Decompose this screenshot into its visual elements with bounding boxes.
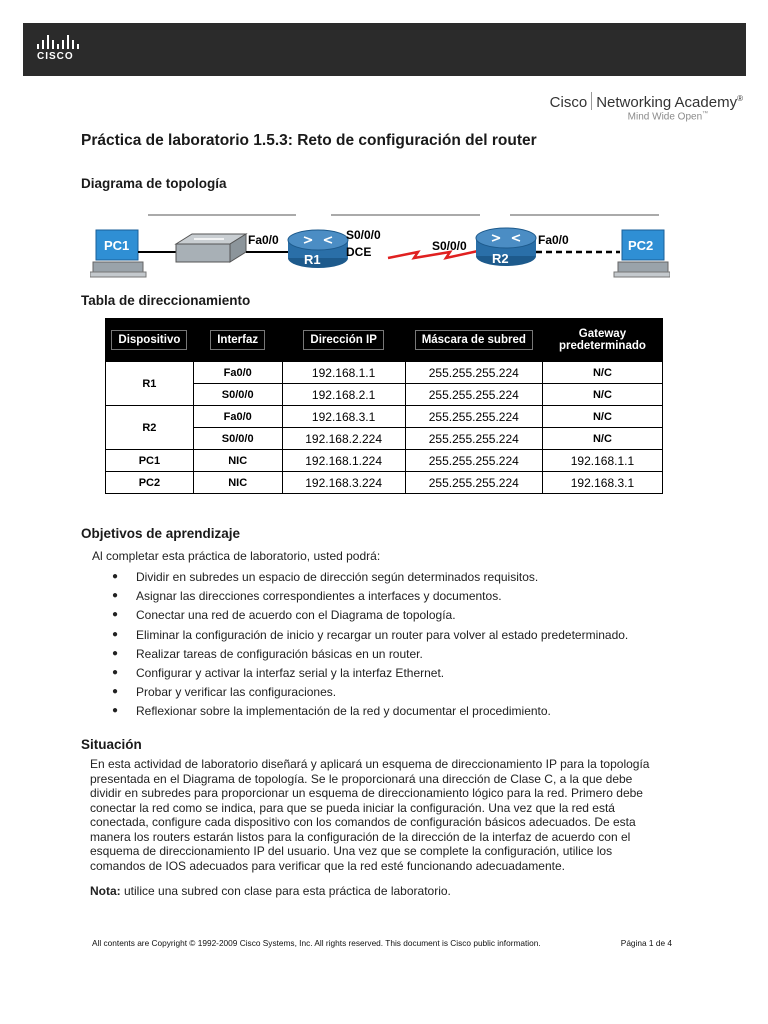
cell-ip: 192.168.1.224 [282, 450, 405, 472]
pc1-icon [90, 230, 146, 277]
cell-gateway: N/C [542, 428, 662, 450]
table-row [106, 362, 663, 384]
switch-icon [176, 234, 246, 262]
bullet-icon: ● [112, 571, 119, 582]
note-text: utilice una subred con clase para esta práctica de laboratorio. [120, 884, 451, 898]
bullet-icon: ● [112, 628, 119, 640]
r2-label: R2 [492, 251, 509, 266]
cell-interface: NIC [193, 450, 282, 472]
list-item: ● Probar y verificar las configuraciones. [112, 685, 337, 700]
footer-page-number: Página 1 de 4 [620, 938, 672, 948]
footer-copyright: All contents are Copyright © 1992-2009 Cisco Systems, Inc. All rights reserved. This document is Cisco public information. [92, 938, 541, 948]
list-item: ● Asignar las direcciones correspondientes a interfaces y documentos. [112, 589, 502, 604]
col-header-ip: Dirección IP [282, 319, 405, 362]
cell-interface: S0/0/0 [193, 428, 282, 450]
col-header-device: Dispositivo [106, 319, 194, 362]
cisco-logo-word: CISCO [37, 51, 74, 62]
cell-ip: 192.168.2.224 [282, 428, 405, 450]
cell-device: R1 [106, 362, 194, 406]
table-row [106, 450, 663, 472]
cell-ip: 192.168.1.1 [282, 362, 405, 384]
list-item: ● Realizar tareas de configuración básicas en un router. [112, 646, 423, 661]
r1-serial-label: S0/0/0 [346, 228, 381, 242]
cell-device: PC2 [106, 472, 194, 494]
academy-tagline: Mind Wide Open [627, 111, 703, 123]
cell-interface: S0/0/0 [193, 384, 282, 406]
pc2-icon [614, 230, 670, 277]
academy-tm-mark: ™ [702, 111, 709, 117]
cell-mask: 255.255.255.224 [405, 384, 542, 406]
topology-diagram [90, 206, 670, 281]
scenario-note [90, 884, 451, 898]
col-header-interface: Interfaz [193, 319, 282, 362]
header-bar [23, 23, 746, 76]
cisco-bars-icon [37, 35, 89, 49]
bullet-icon: ● [112, 705, 119, 717]
scenario-paragraph: En esta actividad de laboratorio diseñará y aplicará un esquema de direccionamiento IP para la topología presentada en el Diagrama de topología. Se le proporcionará una dirección de Clase C, a la que debe dividir en subredes para proporcionar un esquema de direccionamiento lógico para la red. Primero debe conectar la red como se indica, para que se pueda iniciar la configuración. Una vez que la red está conectada, configure cada dispositivo con los comandos de configuración básicos adecuados. De esta manera los routers estarán listos para la configuración de la dirección de la interfaz de acuerdo con el esquema de direccionamiento IP del usuario. Una vez que se complete la configuración, utilice los comandos de IOS adecuados para verificar que la red esté funcionando adecuadamente. [90, 757, 650, 873]
cell-device: R2 [106, 406, 194, 450]
table-row [106, 472, 663, 494]
pc1-label: PC1 [104, 238, 130, 253]
list-item: ● Eliminar la configuración de inicio y recargar un router para volver al estado predeterminado. [112, 627, 629, 642]
cell-gateway: N/C [542, 362, 662, 384]
cell-interface: NIC [193, 472, 282, 494]
objectives-intro: Al completar esta práctica de laboratorio, usted podrá: [92, 549, 381, 563]
bullet-icon: ● [112, 666, 119, 678]
list-item: ● Reflexionar sobre la implementación de la red y documentar el procedimiento. [112, 704, 551, 719]
cell-interface: Fa0/0 [193, 406, 282, 428]
networking-academy-logo [550, 92, 743, 122]
cell-gateway: N/C [542, 384, 662, 406]
page-footer [92, 938, 672, 948]
topology-heading: Diagrama de topología [81, 176, 227, 191]
cell-device: PC1 [106, 450, 194, 472]
addressing-table [105, 318, 663, 494]
r2-fa-label: Fa0/0 [538, 233, 569, 247]
cell-gateway: 192.168.3.1 [542, 472, 662, 494]
objectives-heading: Objetivos de aprendizaje [81, 526, 241, 541]
cisco-logo [37, 35, 89, 65]
list-item: ● Dividir en subredes un espacio de dirección según determinados requisitos. [112, 570, 539, 584]
table-row [106, 406, 663, 428]
r1-label: R1 [304, 252, 321, 267]
table-header-row [106, 319, 663, 362]
router-r1-icon [288, 230, 348, 268]
col-header-mask: Máscara de subred [405, 319, 542, 362]
scenario-heading: Situación [81, 737, 142, 752]
router-r2-icon [476, 228, 536, 266]
dce-label: DCE [346, 245, 372, 259]
cell-interface: Fa0/0 [193, 362, 282, 384]
note-label: Nota: [90, 884, 121, 898]
cell-mask: 255.255.255.224 [405, 428, 542, 450]
bullet-icon: ● [112, 609, 119, 621]
cell-mask: 255.255.255.224 [405, 450, 542, 472]
cell-gateway: N/C [542, 406, 662, 428]
cell-mask: 255.255.255.224 [405, 406, 542, 428]
r1-fa-label: Fa0/0 [248, 233, 279, 247]
objectives-list [112, 570, 628, 724]
pc2-label: PC2 [628, 238, 654, 253]
bullet-icon: ● [112, 686, 119, 698]
bullet-icon: ● [112, 590, 119, 602]
academy-name-right: Networking Academy [596, 94, 738, 111]
academy-name-left: Cisco [549, 94, 588, 111]
r2-serial-label: S0/0/0 [432, 239, 467, 253]
cell-mask: 255.255.255.224 [405, 362, 542, 384]
addressing-heading: Tabla de direccionamiento [81, 293, 251, 308]
cell-ip: 192.168.2.1 [282, 384, 405, 406]
list-item: ● Conectar una red de acuerdo con el Diagrama de topología. [112, 608, 456, 623]
cell-gateway: 192.168.1.1 [542, 450, 662, 472]
bullet-icon: ● [112, 647, 119, 659]
cell-ip: 192.168.3.224 [282, 472, 405, 494]
list-item: ● Configurar y activar la interfaz serial y la interfaz Ethernet. [112, 665, 445, 680]
document-title: Práctica de laboratorio 1.5.3: Reto de configuración del router [81, 132, 537, 149]
col-header-gateway: Gateway predeterminado [542, 319, 662, 362]
academy-reg-mark: ® [737, 94, 743, 103]
cell-mask: 255.255.255.224 [405, 472, 542, 494]
cell-ip: 192.168.3.1 [282, 406, 405, 428]
